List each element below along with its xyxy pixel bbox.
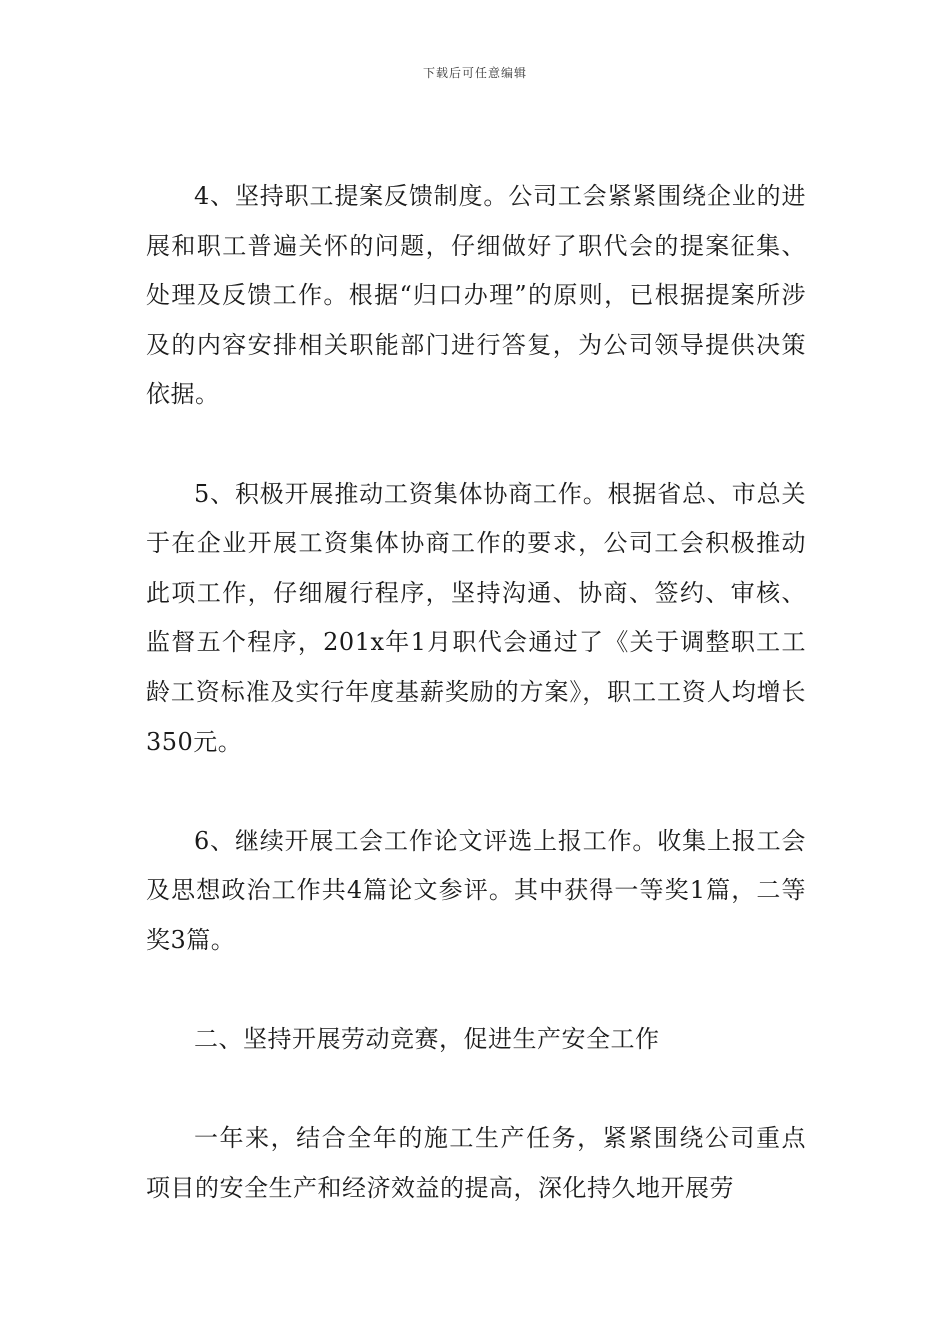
paragraph-gap xyxy=(146,966,806,1016)
document-body xyxy=(146,172,806,1213)
paragraph-gap xyxy=(146,767,806,817)
paragraph-item-5: 5、积极开展推动工资集体协商工作。根据省总、市总关于在企业开展工资集体协商工作的要求，公司工会积极推动此项工作，仔细履行程序，坚持沟通、协商、签约、审核、监督五个程序，201x年1月职代会通过了《关于调整职工工龄工资标准及实行年度基薪奖励的方案》，职工工资人均增长350元。 xyxy=(146,479,806,756)
paragraph-gap xyxy=(146,420,806,470)
paragraph-item-4: 4、坚持职工提案反馈制度。公司工会紧紧围绕企业的进展和职工普遍关怀的问题，仔细做好了职代会的提案征集、处理及反馈工作。根据“归口办理”的原则，已根据提案所涉及的内容安排相关职能部门进行答复，为公司领导提供决策依据。 xyxy=(146,182,806,409)
paragraph-intro: 一年来，结合全年的施工生产任务，紧紧围绕公司重点项目的安全生产和经济效益的提高，深化持久地开展劳 xyxy=(146,1124,806,1202)
paragraph-item-6: 6、继续开展工会工作论文评选上报工作。收集上报工会及思想政治工作共4篇论文参评。其中获得一等奖1篇，二等奖3篇。 xyxy=(146,826,806,954)
section-heading: 二、坚持开展劳动竞赛，促进生产安全工作 xyxy=(194,1025,660,1054)
paragraph-gap xyxy=(146,1065,806,1115)
page-header: 下载后可任意编辑 xyxy=(422,66,527,80)
